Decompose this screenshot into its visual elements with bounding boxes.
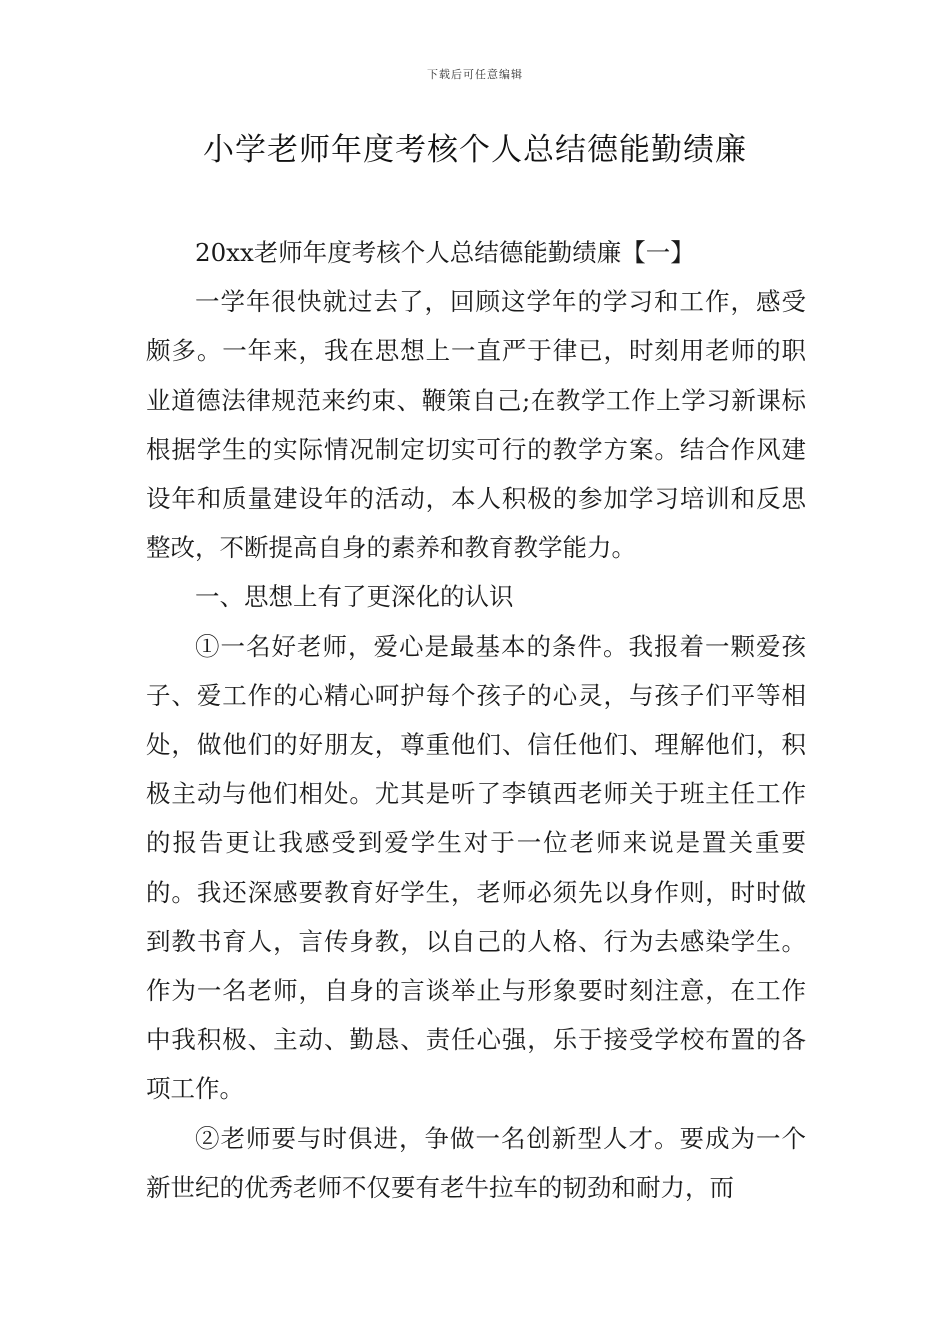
- paragraph-item-2: ②老师要与时俱进，争做一名创新型人才。要成为一个新世纪的优秀老师不仅要有老牛拉车的韧劲和耐力，而: [146, 1123, 806, 1202]
- document-body: [146, 228, 806, 1212]
- section-heading-1: 20xx老师年度考核个人总结德能勤绩廉【一】: [195, 238, 695, 267]
- document-title: 小学老师年度考核个人总结德能勤绩廉: [203, 132, 747, 168]
- header-note: 下载后可任意编辑: [427, 68, 523, 81]
- paragraph-intro: 一学年很快就过去了，回顾这学年的学习和工作，感受颇多。一年来，我在思想上一直严于律已，时刻用老师的职业道德法律规范来约束、鞭策自己;在教学工作上学习新课标根据学生的实际情况制定切实可行的教学方案。结合作风建设年和质量建设年的活动，本人积极的参加学习培训和反思整改，不断提高自身的素养和教育教学能力。: [146, 287, 806, 563]
- paragraph-item-1: ①一名好老师，爱心是最基本的条件。我报着一颗爱孩子、爱工作的心精心呵护每个孩子的心灵，与孩子们平等相处，做他们的好朋友，尊重他们、信任他们、理解他们，积极主动与他们相处。尤其是听了李镇西老师关于班主任工作的报告更让我感受到爱学生对于一位老师来说是置关重要的。我还深感要教育好学生，老师必须先以身作则，时时做到教书育人，言传身教，以自己的人格、行为去感染学生。作为一名老师，自身的言谈举止与形象要时刻注意，在工作中我积极、主动、勤恳、责任心强，乐于接受学校布置的各项工作。: [146, 631, 806, 1104]
- subheading-thought: 一、思想上有了更深化的认识: [195, 582, 514, 612]
